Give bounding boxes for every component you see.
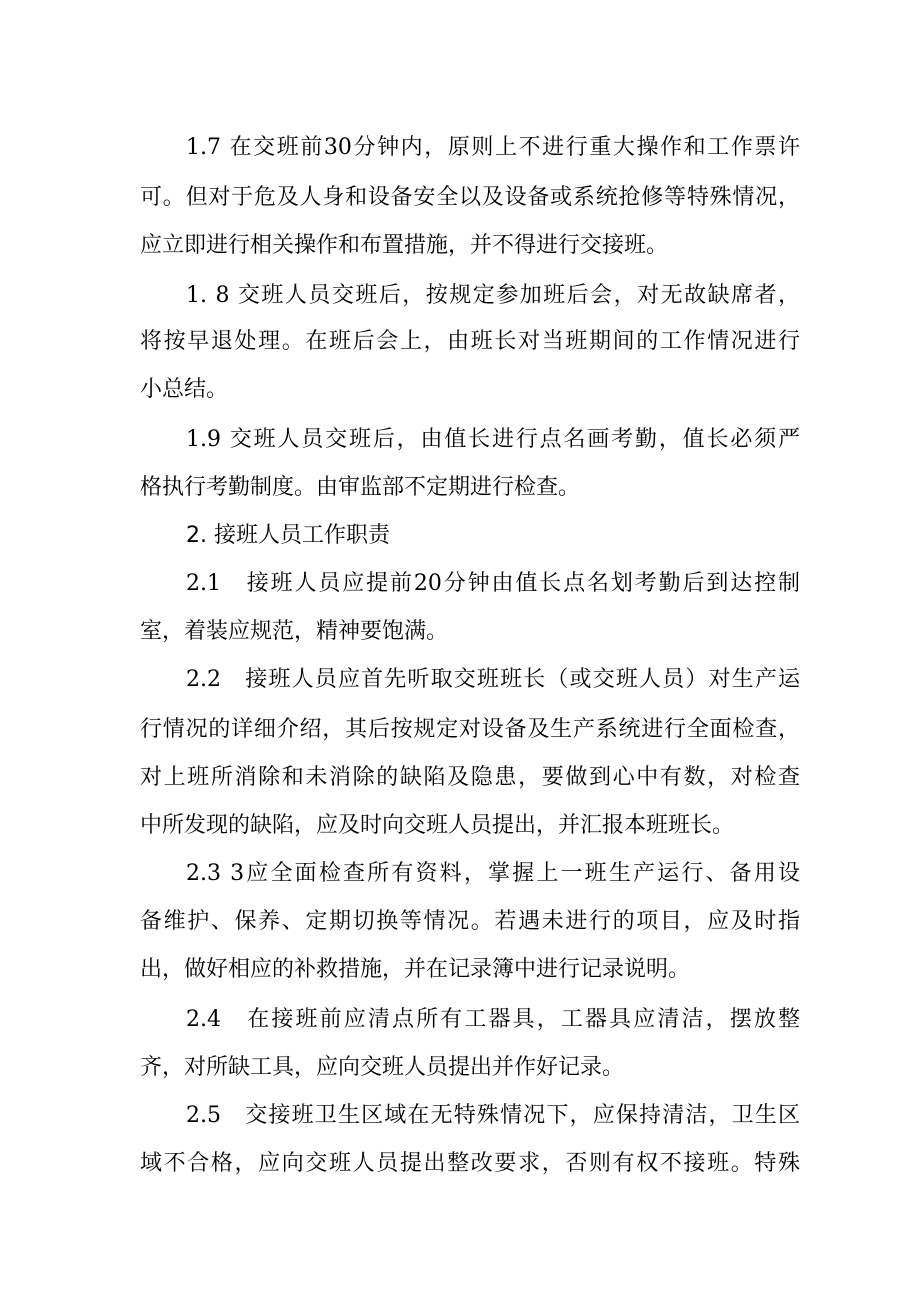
paragraph-1-9-line-1: 1.9 交班人员交班后，由值长进行点名画考勤，值长必须严: [186, 427, 800, 452]
section-heading-2: 2. 接班人员工作职责: [186, 523, 390, 548]
paragraph-2-3-line-2: 备维护、保养、定期切换等情况。若遇未进行的项目，应及时指: [140, 909, 800, 934]
paragraph-2-2-line-1: 2.2 接班人员应首先听取交班班长（或交班人员）对生产运: [186, 667, 800, 692]
paragraph-2-1-line-1: 2.1 接班人员应提前20分钟由值长点名划考勤后到达控制: [186, 571, 800, 596]
paragraph-1-8-line-1: 1. 8 交班人员交班后，按规定参加班后会，对无故缺席者，: [186, 283, 800, 308]
paragraph-2-2-line-3: 对上班所消除和未消除的缺陷及隐患，要做到心中有数，对检查: [140, 765, 800, 790]
paragraph-2-5-line-1: 2.5 交接班卫生区域在无特殊情况下，应保持清洁，卫生区: [186, 1103, 800, 1128]
paragraph-1-7-line-1: 1.7 在交班前30分钟内，原则上不进行重大操作和工作票许: [186, 135, 800, 160]
paragraph-2-5-line-2: 域不合格，应向交班人员提出整改要求，否则有权不接班。特殊: [140, 1151, 800, 1176]
paragraph-2-3-line-1: 2.3 3应全面检查所有资料，掌握上一班生产运行、备用设: [186, 861, 800, 886]
paragraph-2-3-line-3: 出，做好相应的补救措施，并在记录簿中进行记录说明。: [140, 957, 691, 982]
paragraph-2-4-line-1: 2.4 在接班前应清点所有工器具，工器具应清洁，摆放整: [186, 1007, 800, 1032]
paragraph-1-7-line-3: 应立即进行相关操作和布置措施，并不得进行交接班。: [140, 233, 669, 258]
paragraph-1-8-line-3: 小总结。: [140, 377, 229, 402]
paragraph-2-4-line-2: 齐，对所缺工具，应向交班人员提出并作好记录。: [140, 1055, 625, 1080]
paragraph-2-1-line-2: 室，着装应规范，精神要饱满。: [140, 619, 449, 644]
paragraph-2-2-line-4: 中所发现的缺陷，应及时向交班人员提出，并汇报本班班长。: [140, 813, 735, 838]
paragraph-1-8-line-2: 将按早退处理。在班后会上，由班长对当班期间的工作情况进行: [140, 329, 800, 354]
paragraph-1-7-line-2: 可。但对于危及人身和设备安全以及设备或系统抢修等特殊情况，: [140, 185, 800, 210]
paragraph-2-2-line-2: 行情况的详细介绍，其后按规定对设备及生产系统进行全面检查，: [140, 717, 800, 742]
paragraph-1-9-line-2: 格执行考勤制度。由审监部不定期进行检查。: [140, 475, 581, 500]
